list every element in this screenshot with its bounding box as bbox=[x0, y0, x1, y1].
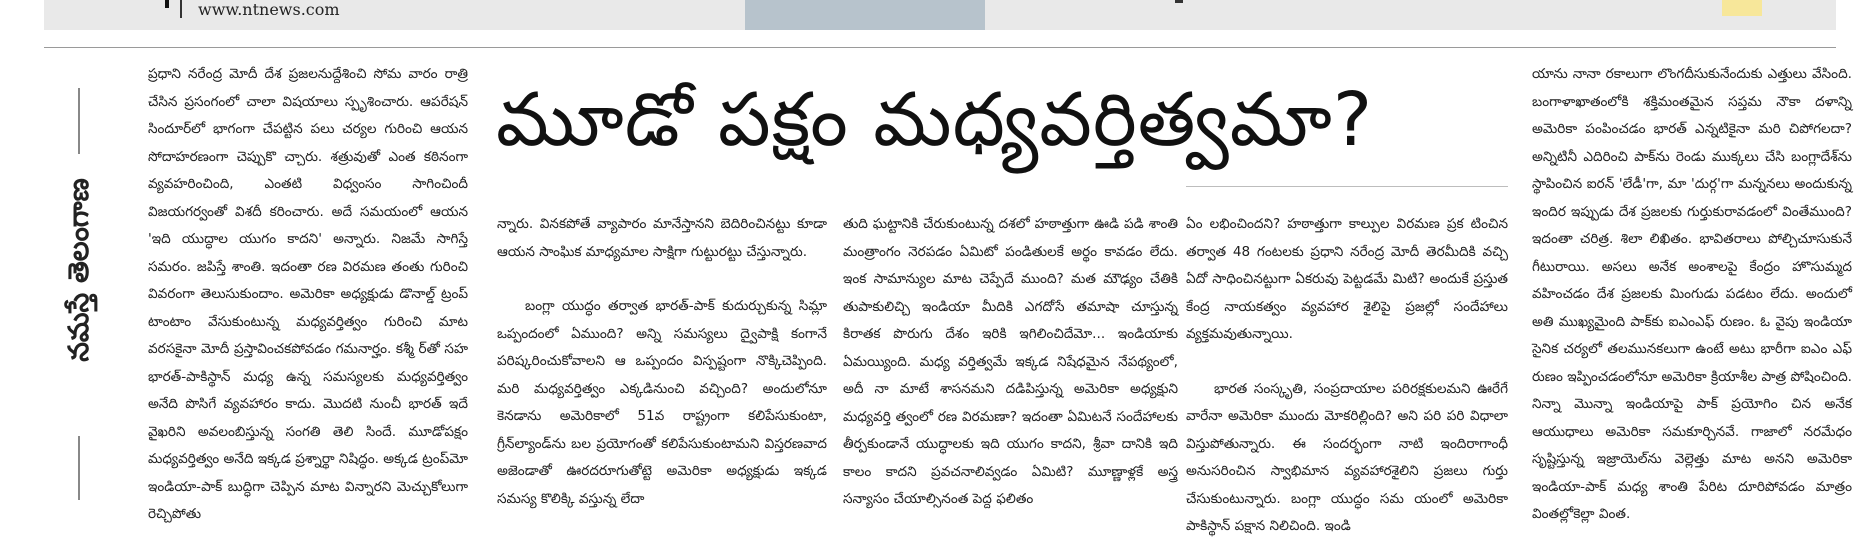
article-column-2 bbox=[497, 211, 827, 506]
article-paragraph: యాను నానా రకాలుగా లొంగదీసుకునేందుకు ఎత్తులు వేసింది. బంగాళాఖాతంలోకి శక్తిమంతమైన సప్తమ నౌకా దళాన్ని అమెరికా పంపించడం భారత్ ఎన్నటికైనా మరి చిపోగలదా? అన్నిటినీ ఎదిరించి పాక్‌ను రెండు ముక్కలు చేసి బంగ్లాదేశ్‌ను స్థాపించిన ఐరన్ 'లేడీ'గా, మా 'దుర్గ'గా మన్ననలు అందుకున్న ఇందిర ఇప్పుడు దేశ ప్రజలకు గుర్తుకురావడంలో వింతేముంది? ఇదంతా చరిత్ర. శిలా లిఖితం. భావితరాలు పోల్చిచూసుకునే గీటురాయి. అసలు అనేక అంశాలపై కేంద్రం హొసుమ్మద వహించడం దేశ ప్రజలకు మింగుడు పడటం లేదు. అందులో అతి ముఖ్యమైంది పాక్‌కు ఐఎంఎఫ్ రుణం. ఓ వైపు ఇండియా సైనిక చర్యలో తలమునకలుగా ఉంటే అటు భారీగా ఐఎం ఎఫ్ రుణం ఇప్పించడంలోనూ అమెరికా క్రియాశీల పాత్ర పోషించింది. నిన్నా మొన్నా ఇండియాపై పాక్ ప్రయోగిం చిన అనేక ఆయుధాలు అమెరికా సమకూర్చినవే. గాజాలో నరమేధం సృష్టిస్తున్న ఇజ్రాయెల్‌ను వెల్లెత్తు మాట అనని అమెరికా ఇండియా-పాక్ మధ్య శాంతి పేరిట దూరిపోవడం మాత్రం వింతల్లోకెల్లా వింత. bbox=[1532, 66, 1852, 522]
masthead-title: నమస్తే తెలంగాణ bbox=[62, 178, 95, 362]
article-paragraph: భారత సంస్కృతి, సంప్రదాయాల పరిరక్షకులమని ఊరేగే వారేనా అమెరికా ముందు మోకరిల్లింది? అని పరి పరి విధాలా విస్తుపోతున్నారు. ఈ సందర్భంగా నాటి ఇందిరాగాంధీ అనుసరించిన స్వాభిమాన వ్యవహారశైలిని ప్రజలు గుర్తు చేసుకుంటున్నారు. బంగ్లా యుద్ధం సమ యంలో అమెరికా పాకిస్థాన్ పక్షాన నిలిచింది. ఇండి bbox=[1186, 380, 1508, 534]
url-divider bbox=[180, 0, 182, 18]
header-badge bbox=[1722, 0, 1762, 16]
article-column-4 bbox=[1186, 211, 1508, 534]
top-mark bbox=[165, 0, 169, 8]
article-paragraph: తుది ఘట్టానికి చేరుకుంటున్న దశలో హఠాత్తుగా ఊడి పడి శాంతి మంత్రాంగం నెరపడం ఏమిటో పండితులకే అర్థం కావడం లేదు. ఇంక సామాన్యుల మాట చెప్పేదే ముంది? మత మౌఢ్యం చేతికి తుపాకులిచ్చి ఇండియా మీదికి ఎగదోసే తమాషా చూస్తున్న కిరాతక పొరుగు దేశం ఇరికి ఇగిలించిదేమో... ఇండియాకు ఏమయ్యింది. మధ్య వర్తిత్వమే ఇక్కడ నిషేధమైన నేపథ్యంలో, అదీ నా మాటే శాసనమని దడిపిస్తున్న అమెరికా అధ్యక్షుని మధ్యవర్తి త్వంలో రణ విరమణా? ఇదంతా ఏమిటనే సందేహాలకు తీర్పకుండానే యుద్ధాలకు ఇది యుగం కాదని, శ్రీవా దానికి ఇది కాలం కాదని ప్రవచనాలివ్వడం ఏమిటి? మూణ్ణాళ్లకే అస్త్ర సన్యాసం చేయాల్సినంత పెద్ద ఫలితం bbox=[843, 216, 1178, 507]
headline-rule bbox=[1186, 186, 1508, 187]
article-paragraph: ప్రధాని నరేంద్ర మోదీ దేశ ప్రజలనుద్దేశించి సోమ వారం రాత్రి చేసిన ప్రసంగంలో చాలా విషయాలు స్పృశించారు. ఆపరేషన్ సిందూర్‌లో భాగంగా చేపట్టిన పలు చర్యల గురించి ఆయన సోదాహరణంగా చెప్పుకొ చ్చారు. శత్రువుతో ఎంత కఠినంగా వ్యవహరించింది, ఎంతటి విధ్వంసం సాగించిందీ విజయగర్వంతో విశదీ కరించారు. అదే సమయంలో ఆయన 'ఇది యుద్ధాల యుగం కాదని' అన్నారు. నిజమే సాగిస్తే సమరం. జపిస్తే శాంతి. ఇదంతా రణ విరమణ తంతు గురించి వివరంగా తెలుసుకుందాం. అమెరికా అధ్యక్షుడు డొనాల్డ్ ట్రంప్ టాంటాం వేసుకుంటున్న మధ్యవర్తిత్వం గురించి మాట వరసకైనా మోదీ ప్రస్తావించకపోవడం గమనార్హం. కశ్మీ ర్‌తో సహ భారత్-పాకిస్థాన్ మధ్య ఉన్న సమస్యలకు మధ్యవర్తిత్వం అనేది పొసిగే వ్యవహారం కాదు. మొదటి నుంచీ భారత్ ఇదే వైఖరిని అవలంబిస్తున్న సంగతి తెలి సిందే. మూడోపక్షం మధ్యవర్తిత్వం అనేది ఇక్కడ ప్రశ్నార్థా నిషిద్ధం. అక్కడ ట్రంప్‌మో ఇండియా-పాక్ బుద్ధిగా చెప్పిన మాట విన్నారని మెచ్చుకోలుగా రెచ్చిపోతు bbox=[148, 66, 468, 522]
masthead-rule-bottom bbox=[78, 436, 80, 500]
top-divider bbox=[44, 47, 1836, 48]
header-mark bbox=[1175, 0, 1183, 3]
masthead-rule-top bbox=[78, 88, 80, 154]
article-paragraph: ఏం లభించిందని? హఠాత్తుగా కాల్పుల విరమణ ప్రక టించిన తర్వాత 48 గంటలకు ప్రధాని నరేంద్ర మోదీ తెరమీదికి వచ్చి ఏదో సాధించినట్టుగా ఏకరువు పెట్టడమే మిటి? అందుకే ప్రస్తుత కేంద్ర నాయకత్వం వ్యవహార శైలిపై ప్రజల్లో సందేహాలు వ్యక్తమవుతున్నాయి. bbox=[1186, 216, 1508, 342]
header-ad-block bbox=[745, 0, 985, 30]
article-column-3 bbox=[843, 211, 1178, 506]
article-headline: మూడో పక్షం మధ్యవర్తిత్వమా? bbox=[496, 77, 1374, 163]
site-url[interactable]: www.ntnews.com bbox=[198, 0, 340, 19]
article-paragraph: న్నారు. వినకపోతే వ్యాపారం మానేస్తానని బెదిరించినట్టు కూడా ఆయన సాంఘిక మాధ్యమాల సాక్షిగా గుట్టురట్టు చేస్తున్నారు. bbox=[497, 216, 827, 260]
article-paragraph: బంగ్లా యుద్ధం తర్వాత భారత్-పాక్ కుదుర్చుకున్న సిమ్లా ఒప్పందంలో ఏముంది? అన్ని సమస్యలు ద్వైపాక్షి కంగానే పరిష్కరించుకోవాలని ఆ ఒప్పందం విస్పష్టంగా నొక్కిచెప్పింది. మరి మధ్యవర్తిత్వం ఎక్కడినుంచి వచ్చింది? అందులోనూ కెనడాను అమెరికాలో 51వ రాష్ట్రంగా కలిపేసుకుంటా, గ్రీన్‌ల్యాండ్‌ను బల ప్రయోగంతో కలిపేసుకుంటామని విస్తరణవాద అజెండాతో ఊరదరూగుతోట్టె అమెరికా అధ్యక్షుడు ఇక్కడ సమస్య కొలిక్కి వస్తున్న లేదా bbox=[497, 298, 827, 507]
article-column-5 bbox=[1532, 61, 1852, 522]
top-banner bbox=[0, 0, 1868, 32]
article-column-1 bbox=[148, 61, 468, 522]
